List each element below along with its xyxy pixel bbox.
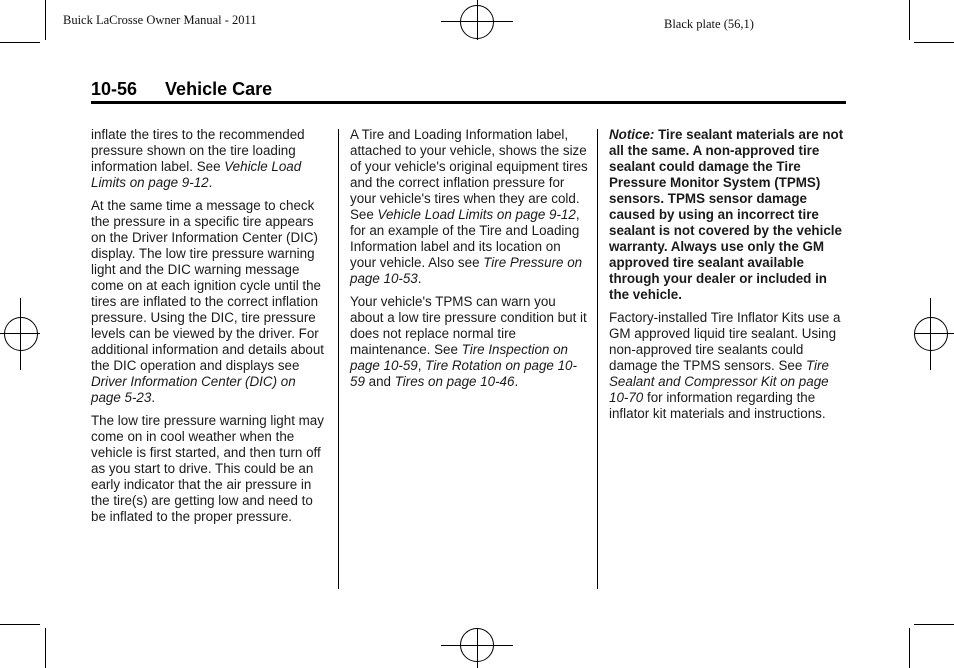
notice-text: Tire sealant materials are not all the same. A non-approved tire sealant could damage the Tire Pressure Monitor System (TPMS) sensors. TPMS sensor damage caused by using an incorrect tire sealant is not covered by the vehicle warranty. Always use only the GM approved tire sealant available through your dealer or included in the vehicle. <box>609 127 844 302</box>
body-paragraph <box>350 294 588 390</box>
cross-reference: Vehicle Load Limits on page 9-12 <box>91 159 302 190</box>
body-paragraph <box>609 310 846 422</box>
crop-mark <box>45 0 46 40</box>
crop-mark <box>914 42 954 43</box>
cross-reference: Vehicle Load Limits on page 9-12 <box>377 207 576 222</box>
cross-reference: Tire Sealant and Compressor Kit on page 10-70 <box>609 358 829 405</box>
body-text: . <box>514 374 519 389</box>
column-divider <box>597 129 598 589</box>
cross-reference: Tire Rotation on page 10-59 <box>350 358 577 389</box>
body-text: Factory-installed Tire Inflator Kits use a GM approved liquid tire sealant. Using non-approved tire sealants could damage the TPMS sensors. See <box>609 310 841 373</box>
page-header <box>91 79 272 100</box>
column-1 <box>91 127 329 532</box>
body-paragraph <box>609 127 846 303</box>
notice-label: Notice: <box>609 127 655 142</box>
column-3 <box>609 127 846 429</box>
crop-mark <box>0 42 40 43</box>
cross-reference: Tire Pressure on page 10-53 <box>350 255 583 286</box>
body-text: , for an example of the Tire and Loading Information label and its location on your vehicle. Also see <box>350 207 580 270</box>
body-text: inflate the tires to the recommended pressure shown on the tire loading information label. See <box>91 127 305 174</box>
cross-reference: Driver Information Center (DIC) on page 5-23 <box>91 374 296 405</box>
body-text: The low tire pressure warning light may come on in cool weather when the vehicle is first started, and then turn off as you start to drive. This could be an early indicator that the air pressure in the tire(s) are getting low and need to be inflated to the proper pressure. <box>91 413 324 524</box>
body-text: , <box>417 358 426 373</box>
header-rule <box>91 101 846 104</box>
body-text: Your vehicle's TPMS can warn you about a low tire pressure condition but it does not replace normal tire maintenance. See <box>350 294 587 357</box>
plate-label: Black plate (56,1) <box>664 17 754 31</box>
crop-mark <box>909 0 910 40</box>
column-divider <box>338 129 339 589</box>
page-number: 10-56 <box>91 79 138 99</box>
cross-reference: Tire Inspection on page 10-59 <box>350 342 568 373</box>
manual-title: Buick LaCrosse Owner Manual - 2011 <box>63 13 257 27</box>
body-text: A Tire and Loading Information label, attached to your vehicle, shows the size of your vehicle's original equipment tires and the correct inflation pressure for your vehicle's tires when they are cold. See <box>350 127 588 222</box>
body-text: . <box>417 271 422 286</box>
body-paragraph <box>350 127 588 287</box>
crop-mark <box>45 628 46 668</box>
section-title: Vehicle Care <box>165 79 273 99</box>
body-paragraph <box>91 127 329 191</box>
body-text: and <box>364 374 395 389</box>
crop-mark <box>0 624 40 625</box>
body-paragraph <box>91 413 329 525</box>
body-text: . <box>208 175 213 190</box>
cross-reference: Tires on page 10-46 <box>394 374 515 389</box>
body-text: for information regarding the inflator kit materials and instructions. <box>609 390 826 421</box>
body-paragraph <box>91 198 329 406</box>
crop-mark <box>914 624 954 625</box>
column-2 <box>350 127 588 397</box>
body-text: At the same time a message to check the pressure in a specific tire appears on the Driver Information Center (DIC) display. The low tire pressure warning light and the DIC warning message come on at each ignition cycle until the tires are inflated to the correct inflation pressure. Using the DIC, tire pressure levels can be viewed by the driver. For additional information and details about the DIC operation and displays see <box>91 198 325 373</box>
crop-mark <box>909 628 910 668</box>
body-text: . <box>151 390 156 405</box>
